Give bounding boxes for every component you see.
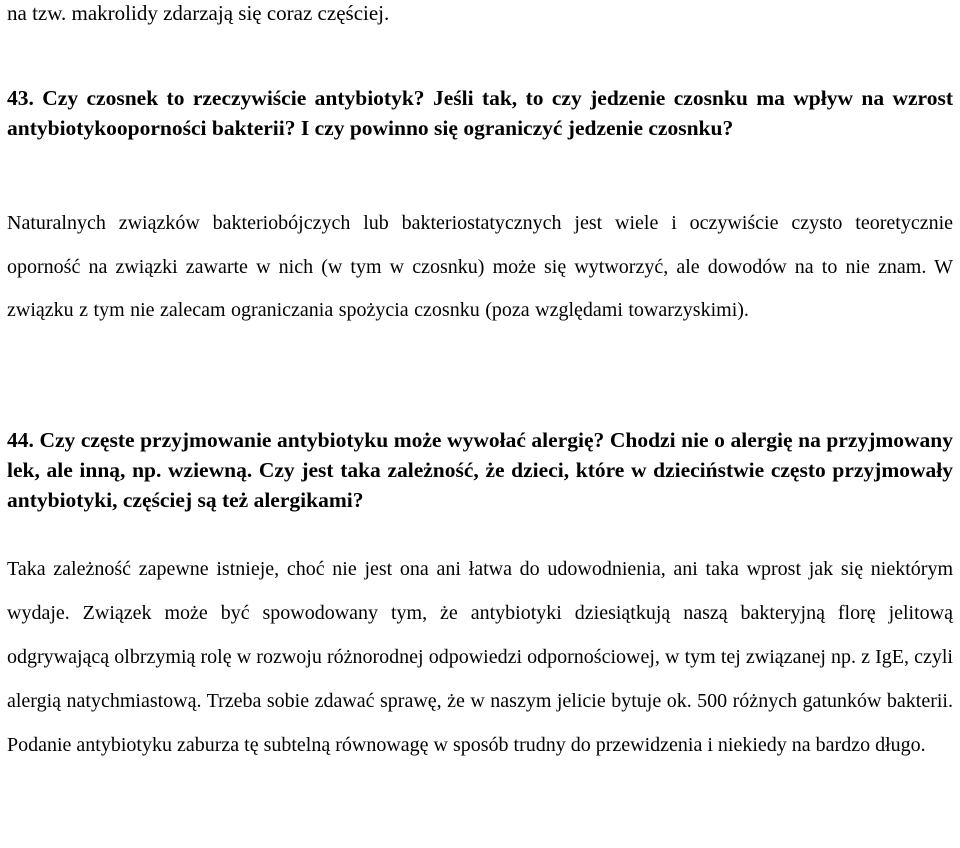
answer-44: Taka zależność zapewne istnieje, choć nie jest ona ani łatwa do udowodnienia, ani taka wprost jak się niektórym wydaje. Związek może być spowodowany tym, że antybiotyki dziesiątkują naszą bakteryjną florę jelitową odgrywającą olbrzymią rolę w rozwoju różnorodnej odpowiedzi odpornościowej, w tym tej związanej np. z IgE, czyli alergią natychmiastową. Trzeba sobie zdawać sprawę, że w naszym jelicie bytuje ok. 500 różnych gatunków bakterii. Podanie antybiotyku zaburza tę subtelną równowagę w sposób trudny do przewidzenia i niekiedy na bardzo długo. <box>7 558 953 756</box>
document-page <box>7 0 953 756</box>
intro-line: na tzw. makrolidy zdarzają się coraz częściej. <box>7 1 390 25</box>
question-44: 44. Czy częste przyjmowanie antybiotyku może wywołać alergię? Chodzi nie o alergię na przyjmowany lek, ale inną, np. wziewną. Czy jest taka zależność, że dzieci, które w dzieciństwie często przyjmowały antybiotyki, częściej są też alergikami? <box>7 428 953 512</box>
answer-43: Naturalnych związków bakteriobójczych lub bakteriostatycznych jest wiele i oczywiście czysto teoretycznie oporność na związki zawarte w nich (w tym w czosnku) może się wytworzyć, ale dowodów na to nie znam. W związku z tym nie zalecam ograniczania spożycia czosnku (poza względami towarzyskimi). <box>7 212 953 321</box>
question-43: 43. Czy czosnek to rzeczywiście antybiotyk? Jeśli tak, to czy jedzenie czosnku ma wpływ na wzrost antybiotykooporności bakterii? I czy powinno się ograniczyć jedzenie czosnku? <box>7 86 953 140</box>
